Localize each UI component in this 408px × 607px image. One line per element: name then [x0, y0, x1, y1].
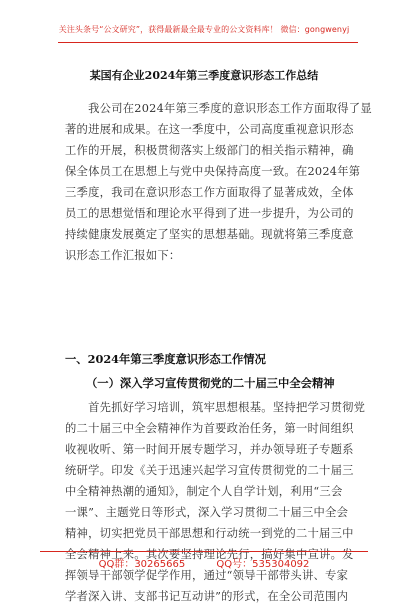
text-line: 一课”、主题党日等形式，深入学习贯彻二十届三中全会	[65, 506, 349, 519]
section-heading: 一、2024年第三季度意识形态工作情况	[65, 352, 266, 366]
body-paragraph	[65, 397, 366, 607]
text-line: 员工的思想觉悟和理论水平得到了进一步提升，为公司的	[65, 207, 354, 220]
text-line: 的二十届三中全会精神作为首要政治任务，第一时间组织	[65, 422, 354, 435]
header-note: 关注头条号“公文研究”，获得最新最全最专业的公文资料库！ 微信：gongwenyj	[58, 25, 350, 34]
text-line: 中全精神热潮的通知》，制定个人自学计划，利用“三会	[65, 485, 343, 498]
text-line: 挥领导干部领学促学作用，通过“领导干部带头讲、专家	[65, 569, 349, 582]
text-line: 全会精神上来。其次要坚持理论先行，搞好集中宣讲。发	[65, 548, 354, 561]
subsection-heading: （一）深入学习宣传贯彻党的二十届三中全会精神	[86, 376, 335, 390]
text-line: 我公司在2024年第三季度的意识形态工作方面取得了显	[65, 102, 372, 115]
text-line: 精神，切实把党员干部思想和行动统一到党的二十届三中	[65, 527, 354, 540]
text-line: 著的进展和成果。在这一季度中，公司高度重视意识形态	[65, 123, 354, 136]
qq-group: QQ群：30265665	[98, 559, 186, 570]
document-title: 某国有企业2024年第三季度意识形态工作总结	[89, 69, 319, 82]
footer-note	[0, 555, 408, 570]
text-line: 首先抓好学习培训，筑牢思想根基。坚持把学习贯彻党	[65, 401, 366, 414]
header-divider	[58, 42, 358, 43]
text-line: 三季度，我司在意识形态工作方面取得了显著成效，全体	[65, 186, 354, 199]
text-line: 学者深入讲、支部书记互动讲”的形式，在全公司范围内	[65, 590, 349, 603]
text-line: 识形态工作汇报如下：	[65, 249, 181, 262]
text-line: 收视收听、第一时间开展专题学习，并办领导班子专题系	[65, 443, 354, 456]
text-line: 保全体员工在思想上与党中央保持高度一致。在2024年第	[65, 165, 361, 178]
footer-divider	[40, 551, 368, 552]
intro-paragraph	[65, 98, 372, 266]
text-line: 持续健康发展奠定了坚实的思想基础。现就将第三季度意	[65, 228, 354, 241]
text-line: 统研学。印发《关于迅速兴起学习宣传贯彻党的二十届三	[65, 464, 354, 477]
qq-number: QQ号：535304092	[216, 559, 310, 570]
text-line: 工作的开展，积极贯彻落实上级部门的相关指示精神，确	[65, 144, 354, 157]
